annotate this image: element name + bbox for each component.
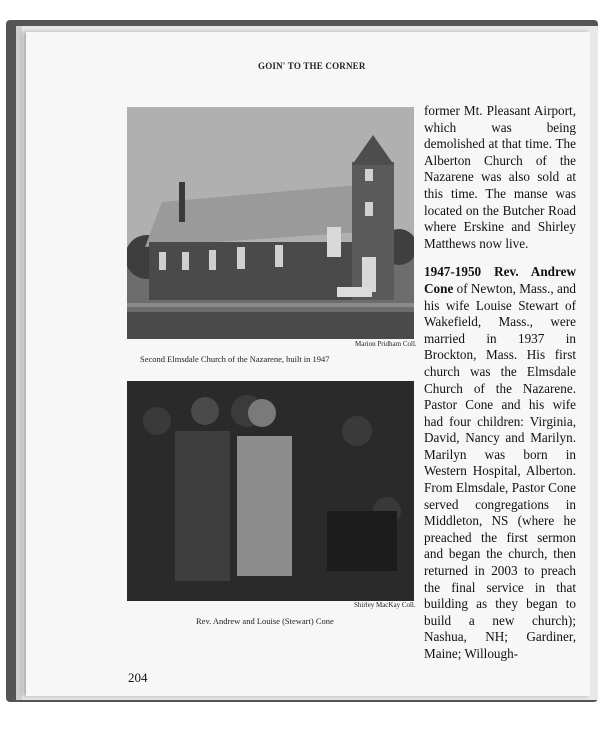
paragraph-cone-body: of Newton, Mass., and his wife Louise Stewart of Wakefield, Mass., were married in 1937 in Brockton, Mass. His first church was the Elmsdale Church of the Nazarene. Pastor Cone and his wife had four children: Virginia, David, Nancy and Marilyn. Marilyn was born in Western Hospital, Alberton. From Elmsdale, Pastor Cone served congregations in Middleton, NS (where he preached the first sermon and began the church, then returned in 2003 to preach the final service in that building as they began to build a new church); Nashua, NH; Gardiner, Maine; Willough- <box>424 280 577 661</box>
running-head: GOIN' TO THE CORNER <box>258 61 366 71</box>
church-photo-credit: Marion Pridham Coll. <box>355 340 417 348</box>
page-number: 204 <box>128 670 148 685</box>
couple-illustration <box>127 381 414 601</box>
church-photo-caption: Second Elmsdale Church of the Nazarene, built in 1947 <box>140 354 330 364</box>
church-illustration <box>127 107 414 339</box>
couple-photo-caption: Rev. Andrew and Louise (Stewart) Cone <box>196 616 334 626</box>
paragraph-cone <box>424 264 576 662</box>
paragraph-airport: former Mt. Pleasant Airport, which was being demolished at that time. The Alberton Church of the Nazarene was also sold at this time. The manse was located on the Butcher Road where Erskine and Shirley Matthews now live. <box>424 103 576 251</box>
body-text-column <box>424 103 576 663</box>
couple-photo-credit: Shirley MacKay Coll. <box>354 601 416 609</box>
paragraph-cone-heading: 1947-1950 Rev. Andrew Cone <box>424 264 576 296</box>
couple-photo <box>127 381 414 601</box>
church-photo <box>127 107 414 339</box>
